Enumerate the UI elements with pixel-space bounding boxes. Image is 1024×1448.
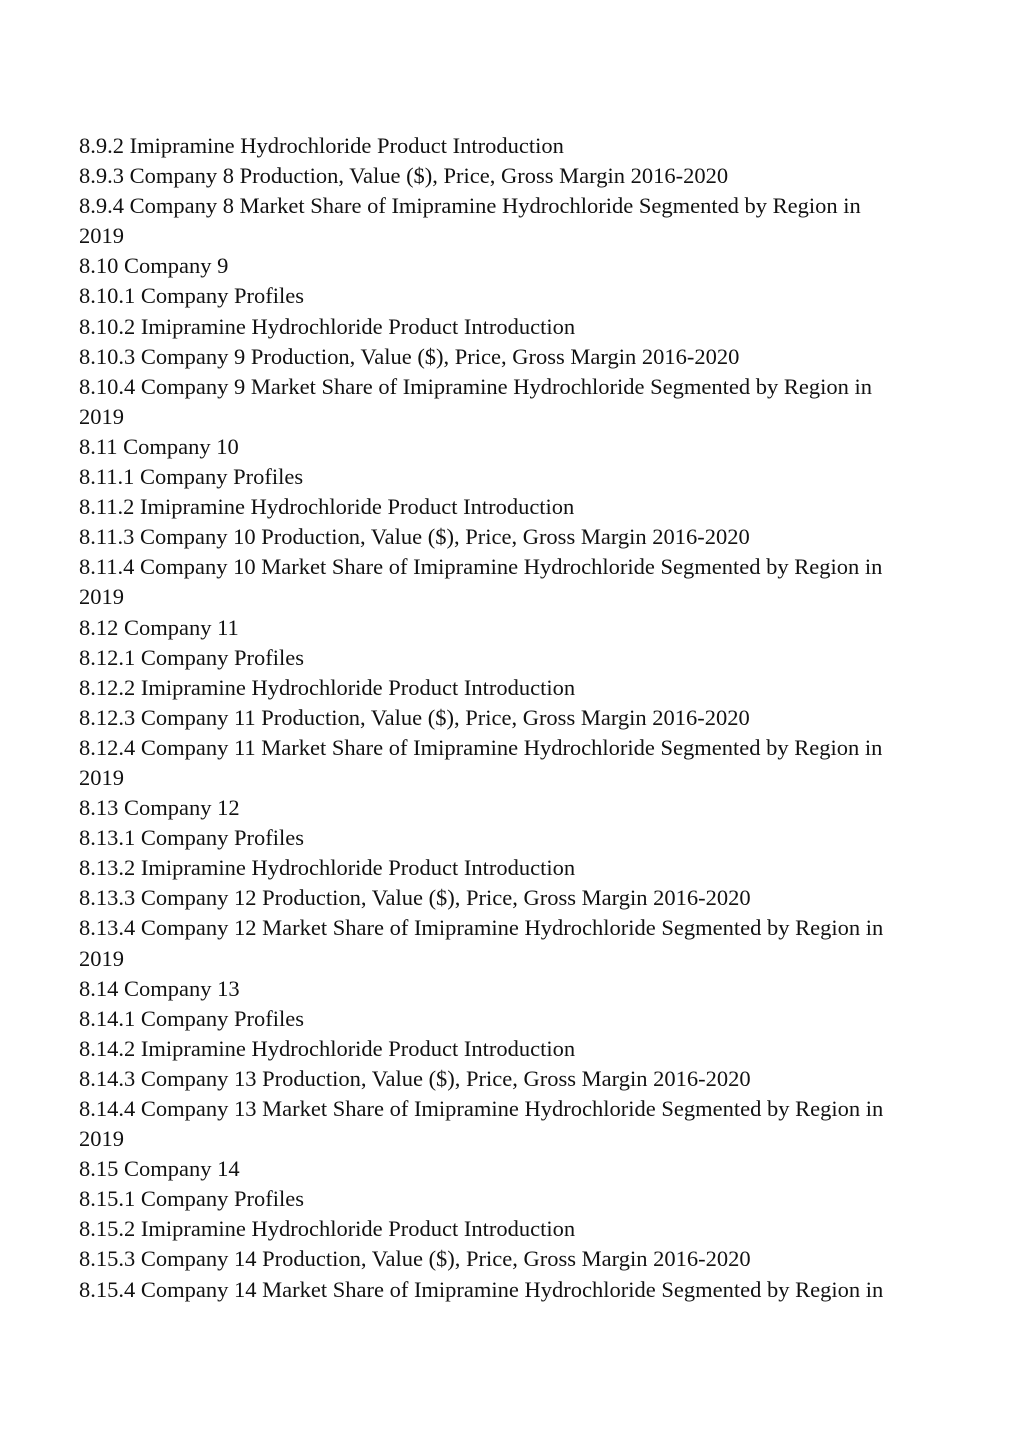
toc-line: 8.12.2 Imipramine Hydrochloride Product Introduction bbox=[79, 674, 576, 700]
toc-line: 8.12.3 Company 11 Production, Value ($), Price, Gross Margin 2016-2020 bbox=[79, 704, 750, 730]
toc-line: 8.15.4 Company 14 Market Share of Imipramine Hydrochloride Segmented by Region in bbox=[79, 1276, 884, 1302]
toc-line: 8.9.3 Company 8 Production, Value ($), Price, Gross Margin 2016-2020 bbox=[79, 163, 729, 189]
toc-line: 8.11.2 Imipramine Hydrochloride Product Introduction bbox=[79, 494, 575, 520]
toc-line: 8.11 Company 10 bbox=[79, 433, 239, 459]
toc-line: 8.12.1 Company Profiles bbox=[79, 644, 304, 670]
toc-line: 8.11.1 Company Profiles bbox=[79, 464, 304, 490]
toc-line: 8.15.2 Imipramine Hydrochloride Product Introduction bbox=[79, 1216, 576, 1242]
toc-line: 8.14 Company 13 bbox=[79, 975, 240, 1001]
toc-line: 2019 bbox=[79, 223, 124, 249]
toc-line: 2019 bbox=[79, 584, 124, 610]
toc-line: 2019 bbox=[79, 764, 124, 790]
toc-line: 8.11.4 Company 10 Market Share of Imipramine Hydrochloride Segmented by Region in bbox=[79, 554, 883, 580]
toc-line: 8.13.1 Company Profiles bbox=[79, 825, 304, 851]
toc-line: 8.14.3 Company 13 Production, Value ($), Price, Gross Margin 2016-2020 bbox=[79, 1065, 751, 1091]
toc-line: 8.13.4 Company 12 Market Share of Imipramine Hydrochloride Segmented by Region in bbox=[79, 915, 884, 941]
toc-line: 8.14.1 Company Profiles bbox=[79, 1005, 304, 1031]
toc-line: 8.12 Company 11 bbox=[79, 614, 239, 640]
toc-line: 8.9.4 Company 8 Market Share of Imipramine Hydrochloride Segmented by Region in bbox=[79, 193, 861, 219]
toc-line: 2019 bbox=[79, 945, 124, 971]
toc-line: 8.9.2 Imipramine Hydrochloride Product Introduction bbox=[79, 133, 564, 158]
document-page bbox=[79, 131, 959, 1305]
toc-line: 8.14.2 Imipramine Hydrochloride Product Introduction bbox=[79, 1035, 576, 1061]
toc-line: 8.15 Company 14 bbox=[79, 1156, 240, 1182]
toc-line: 8.14.4 Company 13 Market Share of Imipramine Hydrochloride Segmented by Region in bbox=[79, 1096, 884, 1121]
toc-line: 8.10.1 Company Profiles bbox=[79, 283, 304, 309]
toc-line: 8.15.1 Company Profiles bbox=[79, 1186, 304, 1212]
toc-line: 8.15.3 Company 14 Production, Value ($), Price, Gross Margin 2016-2020 bbox=[79, 1246, 751, 1272]
toc-line: 8.13.3 Company 12 Production, Value ($), Price, Gross Margin 2016-2020 bbox=[79, 885, 751, 911]
toc-line: 8.11.3 Company 10 Production, Value ($), Price, Gross Margin 2016-2020 bbox=[79, 524, 750, 550]
toc-line: 8.12.4 Company 11 Market Share of Imipramine Hydrochloride Segmented by Region in bbox=[79, 734, 883, 760]
toc-line: 8.13 Company 12 bbox=[79, 795, 240, 821]
toc-line: 8.10.4 Company 9 Market Share of Imipramine Hydrochloride Segmented by Region in bbox=[79, 373, 872, 399]
toc-line: 8.10.2 Imipramine Hydrochloride Product Introduction bbox=[79, 313, 576, 339]
toc-line: 8.10.3 Company 9 Production, Value ($), Price, Gross Margin 2016-2020 bbox=[79, 343, 740, 369]
toc-line: 8.10 Company 9 bbox=[79, 253, 229, 279]
toc-line: 8.13.2 Imipramine Hydrochloride Product Introduction bbox=[79, 855, 576, 881]
toc-line: 2019 bbox=[79, 403, 124, 429]
toc-line: 2019 bbox=[79, 1126, 124, 1152]
